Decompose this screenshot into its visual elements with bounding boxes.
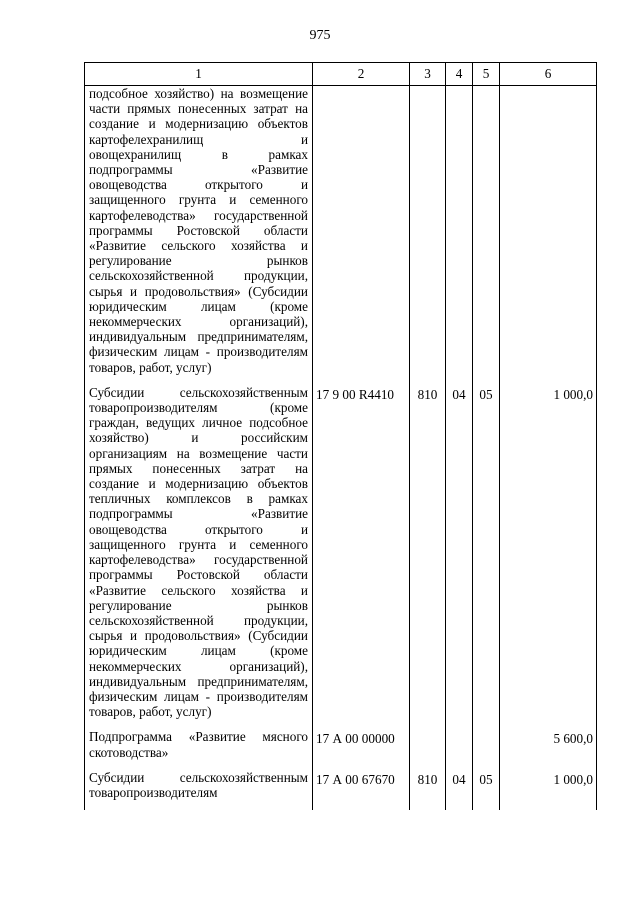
header-col-2: 2 bbox=[313, 63, 410, 86]
header-col-5: 5 bbox=[473, 63, 500, 86]
row-amount: 1 000,0 bbox=[500, 770, 597, 810]
row-description: подсобное хозяйство) на возмещение части прямых понесенных затрат на создание и модернизацию объектов картофелехранилищ и овощехранилищ в рамках подпрограммы «Развитие овощеводства открытого и защищенного грунта и семенного картофелеводства» государственной программы Ростовской области «Развитие сельского хозяйства и регулирование рынков сельскохозяйственной продукции, сырья и продовольствия» (Субсидии юридическим лицам (кроме некоммерческих организаций), индивидуальным предпринимателям, физическим лицам - производителям товаров, работ, услуг) bbox=[85, 86, 313, 385]
row-pr bbox=[473, 729, 500, 769]
row-code: 17 А 00 67670 bbox=[313, 770, 410, 810]
header-col-6: 6 bbox=[500, 63, 597, 86]
row-vr bbox=[410, 86, 446, 385]
row-description: Подпрограмма «Развитие мясного скотоводства» bbox=[85, 729, 313, 769]
table-row bbox=[85, 729, 597, 769]
header-col-4: 4 bbox=[446, 63, 473, 86]
table-row bbox=[85, 385, 597, 729]
row-description: Субсидии сельскохозяйственным товаропроизводителям (кроме граждан, ведущих личное подсобное хозяйство) и российским организациям на возмещение части прямых понесенных затрат на создание и модернизацию объектов тепличных комплексов в рамках подпрограммы «Развитие овощеводства открытого и защищенного грунта и семенного картофелеводства» государственной программы Ростовской области «Развитие сельского хозяйства и регулирование рынков сельскохозяйственной продукции, сырья и продовольствия» (Субсидии юридическим лицам (кроме некоммерческих организаций), индивидуальным предпринимателям, физическим лицам - производителям товаров, работ, услуг) bbox=[85, 385, 313, 729]
table-header-row bbox=[85, 63, 597, 86]
row-vr: 810 bbox=[410, 770, 446, 810]
row-code: 17 А 00 00000 bbox=[313, 729, 410, 769]
row-pr bbox=[473, 86, 500, 385]
row-rz: 04 bbox=[446, 385, 473, 729]
row-code bbox=[313, 86, 410, 385]
row-amount: 5 600,0 bbox=[500, 729, 597, 769]
row-description: Субсидии сельскохозяйственным товаропроизводителям bbox=[85, 770, 313, 810]
row-vr: 810 bbox=[410, 385, 446, 729]
table-row bbox=[85, 86, 597, 385]
header-col-3: 3 bbox=[410, 63, 446, 86]
page-number: 975 bbox=[309, 28, 331, 43]
row-rz bbox=[446, 86, 473, 385]
row-code: 17 9 00 R4410 bbox=[313, 385, 410, 729]
row-amount: 1 000,0 bbox=[500, 385, 597, 729]
row-vr bbox=[410, 729, 446, 769]
row-rz: 04 bbox=[446, 770, 473, 810]
table-row bbox=[85, 770, 597, 810]
budget-table bbox=[84, 62, 597, 810]
header-col-1: 1 bbox=[85, 63, 313, 86]
row-pr: 05 bbox=[473, 770, 500, 810]
row-amount bbox=[500, 86, 597, 385]
budget-table-wrapper bbox=[84, 62, 597, 810]
row-rz bbox=[446, 729, 473, 769]
row-pr: 05 bbox=[473, 385, 500, 729]
